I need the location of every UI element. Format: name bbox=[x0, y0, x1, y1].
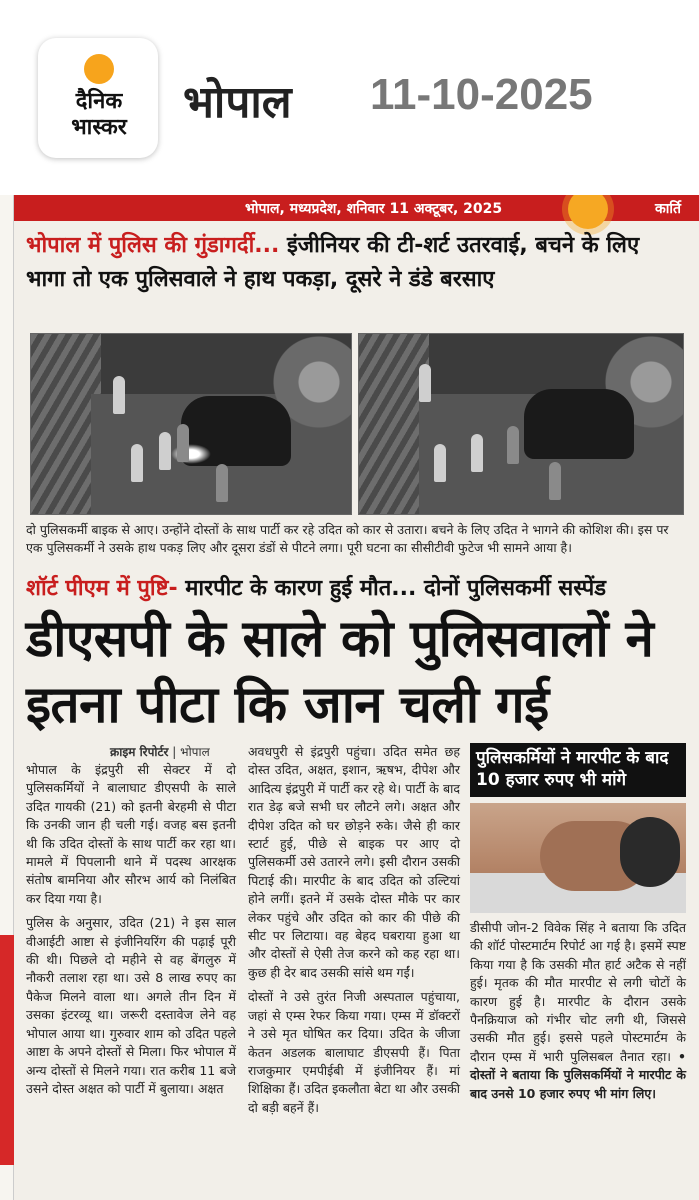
edition-date: 11-10-2025 bbox=[370, 70, 593, 119]
article-column-1 bbox=[26, 761, 236, 1098]
photo-hair bbox=[620, 817, 680, 887]
sidebar-text bbox=[470, 919, 686, 1103]
byline-place: | भोपाल bbox=[168, 745, 210, 759]
logo-text-line1: दैनिक bbox=[75, 89, 123, 114]
logo-text-line2: भास्कर bbox=[71, 115, 127, 140]
person-figure bbox=[216, 464, 228, 502]
postmortem-subhead bbox=[26, 573, 686, 605]
left-red-strip bbox=[0, 935, 14, 1165]
person-figure bbox=[507, 426, 519, 464]
car-shape bbox=[524, 389, 634, 459]
article-column-2 bbox=[248, 743, 460, 1117]
sidebar-headline: पुलिसकर्मियों ने मारपीट के बाद 10 हजार रुपए भी मांगे bbox=[470, 743, 686, 797]
person-figure bbox=[434, 444, 446, 482]
sidebar-story bbox=[470, 743, 686, 1103]
main-headline: डीएसपी के साले को पुलिसवालों ने इतना पीटा कि जान चली गई bbox=[26, 610, 654, 735]
dainik-bhaskar-logo[interactable] bbox=[38, 38, 158, 158]
article-paragraph: पुलिस के अनुसार, उदित (21) ने इस साल वीआईटी आष्टा से इंजीनियरिंग की पढ़ाई पूरी की थी। पिछले दो महीने से वह बेंगलुरु में नौकरी तलाश रहा था। उसे 8 लाख रुपए का पैकेज मिलने वाला था। अगले तीन दिन में उसका इंटरव्यू था। जरूरी दस्तावेज लेने वह भोपाल आया था। गुरुवार शाम को उदित पहले आष्टा के अपने दोस्तों से मिला। फिर भोपाल में अन्य दोस्तों से मिलने गया। रात करीब 11 बजे उसने दोस्त अक्षत को पार्टी में बुलाया। अक्षत bbox=[26, 915, 236, 1096]
dateline-text: भोपाल, मध्यप्रदेश, शनिवार 11 अक्टूबर, 2025 bbox=[245, 201, 503, 217]
app-header bbox=[0, 0, 699, 195]
newspaper-page[interactable] bbox=[0, 195, 699, 1200]
person-figure bbox=[159, 432, 171, 470]
subhead-text: मारपीट के कारण हुई मौत... दोनों पुलिसकर्मी सस्पेंड bbox=[177, 576, 607, 601]
dateline-bar bbox=[0, 195, 699, 221]
person-figure bbox=[549, 462, 561, 500]
subhead-kicker: शॉर्ट पीएम में पुष्टि- bbox=[26, 576, 178, 601]
edition-city: भोपाल bbox=[183, 77, 292, 128]
byline bbox=[110, 743, 210, 760]
byline-label: क्राइम रिपोर्टर bbox=[110, 745, 169, 759]
dateline-right-text: कार्ति bbox=[655, 201, 681, 217]
article-paragraph: दोस्तों ने उसे तुरंत निजी अस्पताल पहुंचाया, जहां से एम्स रेफर किया गया। एम्स में डॉक्टरों ने उसे मृत घोषित कर दिया। उदित के जीजा केतन अडलक बालाघाट डीएसपी हैं। पिता राजकुमार एमपीईबी में इंजीनियर हैं। मां शिक्षिका हैं। उदित इकलौता बेटा था और उसकी दो बड़ी बहनें हैं। bbox=[248, 989, 460, 1115]
photo-caption: दो पुलिसकर्मी बाइक से आए। उन्होंने दोस्तों के साथ पार्टी कर रहे उदित को कार से उतारा। बचने के लिए उदित ने भागने की कोशिश की। इस पर एक पुलिसकर्मी ने उसके हाथ पकड़ लिए और दूसरा डंडों से पीटने लगा। पूरी घटना का सीसीटीवी फुटेज भी सामने आया है। bbox=[26, 522, 669, 555]
person-figure bbox=[113, 376, 125, 414]
sunburst-icon bbox=[568, 195, 608, 229]
person-figure bbox=[177, 424, 189, 462]
headline-kicker: भोपाल में पुलिस की गुंडागर्दी... bbox=[26, 233, 280, 258]
headline-text: इंजीनियर की टी-शर्ट उतरवाई, बचने के लिए भागा तो एक पुलिसवाले ने हाथ पकड़ा, दूसरे ने डंडे बरसाए bbox=[26, 233, 640, 292]
article-paragraph: अवधपुरी से इंद्रपुरी पहुंचा। उदित समेत छह दोस्त उदित, अक्षत, इशान, ऋषभ, दीपेश और आदित्य इंद्रपुरी में पार्टी कर रहे थे। पार्टी के बाद रात डेढ़ बजे सभी घर लौटने लगे। अक्षत और दीपेश उदित को घर छोड़ने रुके। जैसे ही कार स्टार्ट हुई, पीछे से बाइक पर आए दो पुलिसकर्मी उसे उतारने लगे। इसी दौरान उसकी पिटाई की। मारपीट के बाद उदित को उल्टियां होने लगीं। इतने में उसके दोस्त मौके पर कार लेकर पहुंचे और उदित को कार की पीछे की सीट पर लिटाया। वह बेहद घबराया हुआ था और दोस्तों से ऐसी तेज करने को कह रहा था। कुछ ही देर बाद उसकी सांसे थम गईं। bbox=[248, 744, 460, 980]
victim-photo bbox=[470, 803, 686, 913]
cctv-photo-right bbox=[358, 333, 684, 515]
sidebar-bullet: • दोस्तों ने बताया कि पुलिसकर्मियों ने मारपीट के बाद उनसे 10 हजार रुपए भी मांग लिए। bbox=[470, 1048, 686, 1101]
person-figure bbox=[471, 434, 483, 472]
sun-icon bbox=[84, 54, 114, 84]
cctv-photo-left bbox=[30, 333, 352, 515]
person-figure bbox=[131, 444, 143, 482]
secondary-headline bbox=[26, 229, 686, 297]
left-page-edge bbox=[0, 195, 14, 1200]
person-figure bbox=[419, 364, 431, 402]
article-paragraph: भोपाल के इंद्रपुरी सी सेक्टर में दो पुलिसकर्मियों ने बालाघाट डीएसपी के साले उदित गायकी (21) को इतनी बेरहमी से पीटा कि उनकी जान ही चली गई। वजह बस इतनी थी कि उदित दोस्तों के साथ पार्टी कर रहा था। मामले में पिपलानी थाने में पदस्थ आरक्षक संतोष बामनिया और सौरभ आर्य को निलंबित कर दिया गया है। bbox=[26, 762, 236, 906]
sidebar-paragraph: डीसीपी जोन-2 विवेक सिंह ने बताया कि उदित की शॉर्ट पोस्टमार्टम रिपोर्ट आ गई है। इसमें स्पष्ट किया गया है कि उसकी मौत हार्ट अटैक से नहीं हुई। मृतक की मौत मारपीट से लगी चोटों के कारण हुई है। मारपीट के दौरान उसके पैनक्रियाज को गंभीर चोट लगी थी, जिससे उसकी मौत हुई। इससे पहले पोस्टमार्टम के दौरान एम्स में भारी पुलिसबल तैनात रहा। bbox=[470, 920, 686, 1064]
